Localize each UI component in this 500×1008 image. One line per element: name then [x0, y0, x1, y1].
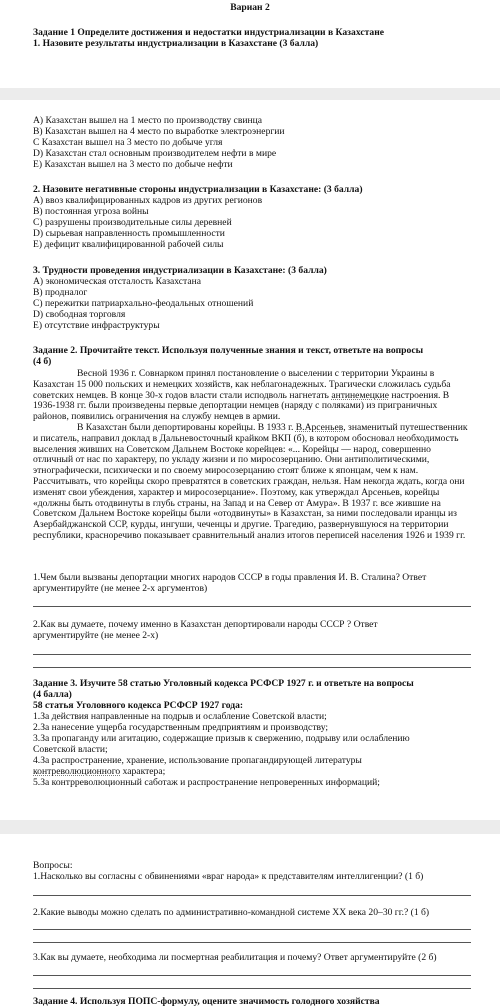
task3-subtitle: 58 статья Уголовного кодекса РСФСР 1927 года:	[33, 700, 244, 711]
task1-q1-title: 1. Назовите результаты индустриализации в Казахстане (3 балла)	[33, 38, 319, 49]
task2-text	[33, 369, 473, 542]
task2-question-2: 2.Как вы думаете, почему именно в Казахстан депортировали народы СССР ? Ответ	[33, 619, 378, 630]
article-item: 5.За контрреволюционный саботаж и распространение непроверенных информаций;	[33, 777, 380, 788]
article-item: 1.За действия направленные на подрыв и ослабление Советской власти;	[33, 711, 327, 722]
task3-question-1: 1.Насколько вы согласны с обвинениями «враг народа» к представителям интеллигенции? (1 б)	[33, 871, 424, 882]
task1-q2-option: В) постоянная угроза войны	[33, 206, 149, 217]
task3-title-points: (4 балла)	[33, 689, 72, 700]
questions-label: Вопросы:	[33, 860, 73, 871]
task1-q1-option: А) Казахстан вышел на 1 место по производству свинца	[33, 115, 263, 126]
answer-line[interactable]	[33, 975, 471, 976]
task2-question-1-cont: аргументируйте (не менее 2-х аргументов)	[33, 583, 208, 594]
task2-paragraph-1: Весной 1936 г. Совнарком принял постановление о выселении с территории Украины в Казахстан 15 000 польских и немецких хозяйств, как неблагонадежных. Трагически сложилась судьба советских немцев. В конце 30-х годов власти стали исподволь нагнетать антинемецкие настроения. В 1936-1938 гг. были произведены первые депортации немцев (наряду с поляками) из приграничных районов, появились ограничения на службу немцев в армии.	[33, 368, 451, 423]
task4-title-partial: Задание 4. Используя ПОПС-формулу, оцените значимость голодного хозяйства	[33, 996, 380, 1007]
answer-line[interactable]	[33, 942, 471, 943]
task1-q3-option: D) свободная торговля	[33, 309, 126, 320]
task2-paragraph-2: В Казахстан были депортированы корейцы. В 1933 г. В.Арсеньев, знаменитый путешественник и писатель, направил доклад в Дальневосточный крайком ВКП (б), в котором обосновал необходимость выселения живших на Советском Дальнем Востоке корейцев: «... Корейцы — народ, совершенно отличный от нас по характеру, по укладу жизни и по миросозерцанию. Они антиполитическими, этнографически, психически и по своему миросозерцанию стоят ближе к японцам, чем к нам. Рассчитывать, что корейцы скоро превратятся в советских граждан, нельзя. Нам некогда ждать, когда они изменят свои убеждения, характер и миросозерцание». Поэтому, как утверждал Арсеньев, корейцы «должны быть отодвинуты в глубь страны, на Запад и на Север от Амура». В 1937 г. все жившие на Советском Дальнем Востоке корейцы были «отодвинуты» в Казахстан, за ними последовали иранцы из Азербайджанской ССР, курды, ингуши, чеченцы и другие. Трагедию, развернувшуюся на территории республики, красноречиво показывает сравнительный анализ итогов переписей населения 1926 и 1939 гг.	[33, 421, 468, 541]
task1-q2-option: С) разрушены производительные силы деревней	[33, 217, 232, 228]
article-item: 2.За нанесение ущерба государственным предприятиям и производству;	[33, 722, 329, 733]
task1-q3-option: С) пережитки патриархально-феодальных отношений	[33, 298, 254, 309]
task1-title: Задание 1 Определите достижения и недостатки индустриализации в Казахстане	[33, 27, 385, 38]
answer-line[interactable]	[33, 929, 471, 930]
article-item: 4.За распространение, хранение, использование пропагандирующей литературы	[33, 755, 362, 766]
task1-q1-option: E) Казахстан вышел на 3 место по добыче нефти	[33, 159, 233, 170]
page-gap	[0, 820, 500, 834]
task2-title-points: (4 б)	[33, 356, 52, 367]
task2-question-1: 1.Чем были вызваны депортации многих народов СССР в годы правления И. В. Сталина? Ответ	[33, 572, 427, 583]
article-item: 3.За пропаганду или агитацию, содержащие призыв к свержению, подрыву или ослаблению	[33, 733, 410, 744]
task1-q3-option: E) отсутствие инфраструктуры	[33, 320, 160, 331]
task1-q2-option: E) дефицит квалифицированной рабочей силы	[33, 239, 224, 250]
task1-q3-option: А) экономическая отсталость Казахстана	[33, 276, 201, 287]
task1-q2-option: D) сырьевая направленность промышленности	[33, 228, 225, 239]
task1-q3-option: В) продналог	[33, 287, 88, 298]
answer-line[interactable]	[33, 667, 471, 668]
task1-q1-option: D) Казахстан стал основным производителем нефти в мире	[33, 148, 277, 159]
answer-line[interactable]	[33, 654, 471, 655]
task2-question-2-cont: аргументируйте (не менее 2-х)	[33, 630, 159, 641]
task1-q3-title: 3. Трудности проведения индустриализации в Казахстане: (3 балла)	[33, 265, 327, 276]
task3-title: Задание 3. Изучите 58 статью Уголовный кодекса РСФСР 1927 г. и ответьте на вопросы	[33, 678, 414, 689]
answer-line[interactable]	[33, 988, 471, 989]
task1-q1-option: В) Казахстан вышел на 4 место по выработке электроэнергии	[33, 126, 285, 137]
page-sheet-3	[0, 834, 500, 1005]
task1-q1-option: С Казахстан вышел на 3 место по добыче угля	[33, 137, 223, 148]
answer-line[interactable]	[33, 895, 471, 896]
article-item-cont: контреволюционного характера;	[33, 766, 166, 777]
task2-title: Задание 2. Прочитайте текст. Используя полученные знания и текст, ответьте на вопросы	[33, 345, 424, 356]
page-gap	[0, 88, 500, 100]
article-item-cont: Советской власти;	[33, 744, 108, 755]
task3-question-3: 3.Как вы думаете, необходима ли посмертная реабилитация и почему? Ответ аргументируйте (2 б)	[33, 952, 437, 963]
variant-title: Вариан 2	[230, 2, 270, 13]
task1-q2-title: 2. Назовите негативные стороны индустриализации в Казахстане: (3 балла)	[33, 184, 363, 195]
task3-question-2: 2.Какие выводы можно сделать по административно-командной системе XX века 20–30 гг.? (1 б)	[33, 907, 430, 918]
task1-q2-option: А) ввоз квалифицированных кадров из других регионов	[33, 195, 263, 206]
answer-line[interactable]	[33, 606, 471, 607]
